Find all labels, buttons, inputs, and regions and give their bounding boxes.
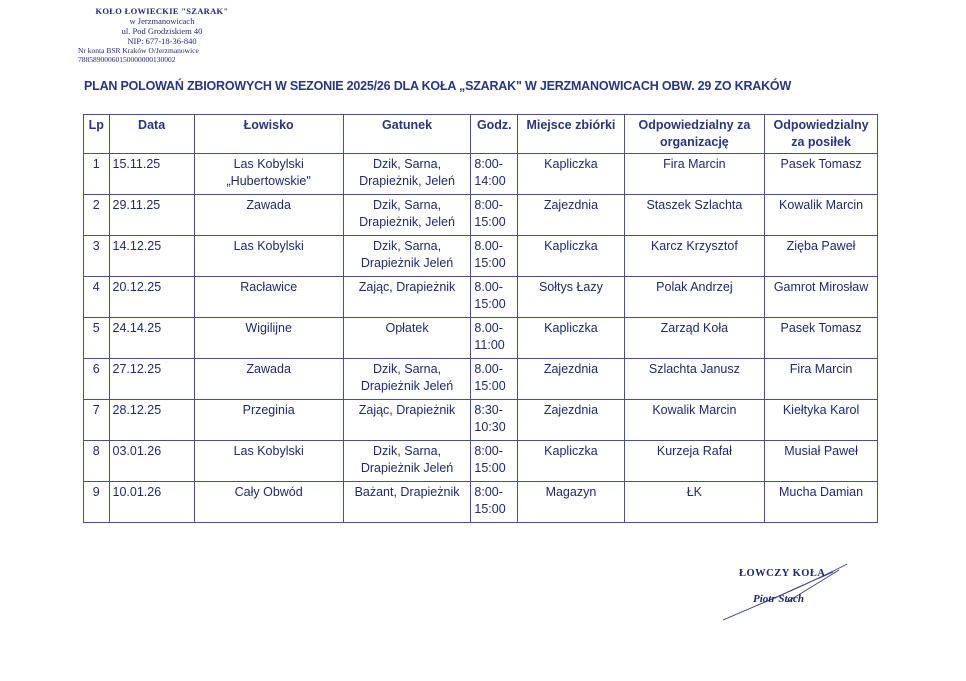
cell-lp: 3 xyxy=(84,236,110,277)
cell-godz: 8:00- 14:00 xyxy=(471,154,518,195)
cell-gatunek: Bażant, Drapieżnik xyxy=(343,482,471,523)
header-gatunek: Gatunek xyxy=(343,115,471,154)
cell-lp: 7 xyxy=(84,400,110,441)
cell-godz: 8:00- 15:00 xyxy=(471,441,518,482)
cell-posilek: Pasek Tomasz xyxy=(765,318,878,359)
table-row xyxy=(84,400,878,441)
cell-gatunek: Dzik, Sarna, Drapieżnik, Jeleń xyxy=(343,154,471,195)
cell-gatunek: Zając, Drapieżnik xyxy=(343,277,471,318)
cell-lp: 9 xyxy=(84,482,110,523)
table-row xyxy=(84,154,878,195)
header-miejsce: Miejsce zbiórki xyxy=(518,115,624,154)
cell-posilek: Gamrot Mirosław xyxy=(765,277,878,318)
table-header-row xyxy=(84,115,878,154)
cell-date: 24.14.25 xyxy=(109,318,194,359)
cell-org: Staszek Szlachta xyxy=(624,195,764,236)
signature-name: Piotr Stach xyxy=(753,593,805,605)
cell-lp: 1 xyxy=(84,154,110,195)
cell-lp: 6 xyxy=(84,359,110,400)
cell-org: Fira Marcin xyxy=(624,154,764,195)
document-title: PLAN POLOWAŃ ZBIOROWYCH W SEZONIE 2025/26 DLA KOŁA „SZARAK" W JERZMANOWICACH OBW. 29 ZO KRAKÓW xyxy=(84,79,792,93)
cell-godz: 8.00- 15:00 xyxy=(471,236,518,277)
cell-posilek: Kowalik Marcin xyxy=(765,195,878,236)
cell-godz: 8:00- 15:00 xyxy=(471,482,518,523)
cell-miejsce: Magazyn xyxy=(518,482,624,523)
table-row xyxy=(84,441,878,482)
cell-posilek: Zięba Paweł xyxy=(765,236,878,277)
cell-posilek: Pasek Tomasz xyxy=(765,154,878,195)
stamp-line: 78858900060150000000130002 xyxy=(78,55,176,64)
header-lp: Lp xyxy=(84,115,110,154)
cell-godz: 8:00- 15:00 xyxy=(471,195,518,236)
header-lowisko: Łowisko xyxy=(194,115,343,154)
header-posilek: Odpowiedzialny za posiłek xyxy=(765,115,878,154)
stamp-line: NIP: 677-18-36-840 xyxy=(127,36,197,46)
cell-miejsce: Kapliczka xyxy=(518,236,624,277)
cell-lowisko: Las Kobylski xyxy=(194,441,343,482)
cell-godz: 8.00- 15:00 xyxy=(471,359,518,400)
cell-posilek: Kiełtyka Karol xyxy=(765,400,878,441)
cell-gatunek: Dzik, Sarna, Drapieżnik Jeleń xyxy=(343,359,471,400)
cell-gatunek: Dzik, Sarna, Drapieżnik, Jeleń xyxy=(343,195,471,236)
cell-date: 29.11.25 xyxy=(109,195,194,236)
cell-org: Karcz Krzysztof xyxy=(624,236,764,277)
cell-lowisko: Zawada xyxy=(194,359,343,400)
cell-org: ŁK xyxy=(624,482,764,523)
cell-godz: 8.00- 11:00 xyxy=(471,318,518,359)
cell-lp: 8 xyxy=(84,441,110,482)
header-date: Data xyxy=(109,115,194,154)
club-stamp xyxy=(62,6,262,64)
cell-gatunek: Dzik, Sarna, Drapieżnik Jeleń xyxy=(343,236,471,277)
header-org: Odpowiedzialny za organizację xyxy=(624,115,764,154)
cell-org: Kurzeja Rafał xyxy=(624,441,764,482)
cell-miejsce: Sołtys Łazy xyxy=(518,277,624,318)
cell-lowisko: Las Kobylski „Hubertowskie" xyxy=(194,154,343,195)
stamp-line: ul. Pod Grodziskiem 40 xyxy=(121,26,203,36)
cell-godz: 8:30- 10:30 xyxy=(471,400,518,441)
cell-gatunek: Dzik, Sarna, Drapieżnik Jeleń xyxy=(343,441,471,482)
cell-date: 15.11.25 xyxy=(109,154,194,195)
table-row xyxy=(84,195,878,236)
cell-posilek: Fira Marcin xyxy=(765,359,878,400)
cell-miejsce: Kapliczka xyxy=(518,318,624,359)
cell-date: 10.01.26 xyxy=(109,482,194,523)
cell-miejsce: Zajezdnia xyxy=(518,400,624,441)
cell-date: 27.12.25 xyxy=(109,359,194,400)
cell-gatunek: Zając, Drapieżnik xyxy=(343,400,471,441)
cell-lowisko: Las Kobylski xyxy=(194,236,343,277)
table-row xyxy=(84,482,878,523)
cell-lowisko: Racławice xyxy=(194,277,343,318)
cell-date: 28.12.25 xyxy=(109,400,194,441)
stamp-line: w Jerzmanowicach xyxy=(129,16,195,26)
table-row xyxy=(84,236,878,277)
cell-posilek: Musiał Paweł xyxy=(765,441,878,482)
table-row xyxy=(84,318,878,359)
cell-gatunek: Opłatek xyxy=(343,318,471,359)
cell-lowisko: Przeginia xyxy=(194,400,343,441)
cell-lp: 5 xyxy=(84,318,110,359)
cell-date: 14.12.25 xyxy=(109,236,194,277)
header-godz: Godz. xyxy=(471,115,518,154)
cell-godz: 8.00- 15:00 xyxy=(471,277,518,318)
table-row xyxy=(84,277,878,318)
cell-lowisko: Wigilijne xyxy=(194,318,343,359)
table-row xyxy=(84,359,878,400)
cell-org: Zarząd Koła xyxy=(624,318,764,359)
cell-date: 20.12.25 xyxy=(109,277,194,318)
cell-lp: 2 xyxy=(84,195,110,236)
cell-lowisko: Zawada xyxy=(194,195,343,236)
cell-org: Szlachta Janusz xyxy=(624,359,764,400)
hunt-plan-table xyxy=(83,114,878,523)
cell-miejsce: Kapliczka xyxy=(518,154,624,195)
cell-org: Polak Andrzej xyxy=(624,277,764,318)
cell-miejsce: Zajezdnia xyxy=(518,359,624,400)
cell-date: 03.01.26 xyxy=(109,441,194,482)
cell-lp: 4 xyxy=(84,277,110,318)
signature-title: ŁOWCZY KOŁA xyxy=(739,568,826,579)
cell-org: Kowalik Marcin xyxy=(624,400,764,441)
stamp-club-name: KOŁO ŁOWIECKIE "SZARAK" xyxy=(95,6,229,16)
cell-miejsce: Zajezdnia xyxy=(518,195,624,236)
cell-lowisko: Cały Obwód xyxy=(194,482,343,523)
cell-miejsce: Kapliczka xyxy=(518,441,624,482)
stamp-line: Nr konta BSR Kraków O/Jerzmanowice xyxy=(78,46,199,55)
cell-posilek: Mucha Damian xyxy=(765,482,878,523)
